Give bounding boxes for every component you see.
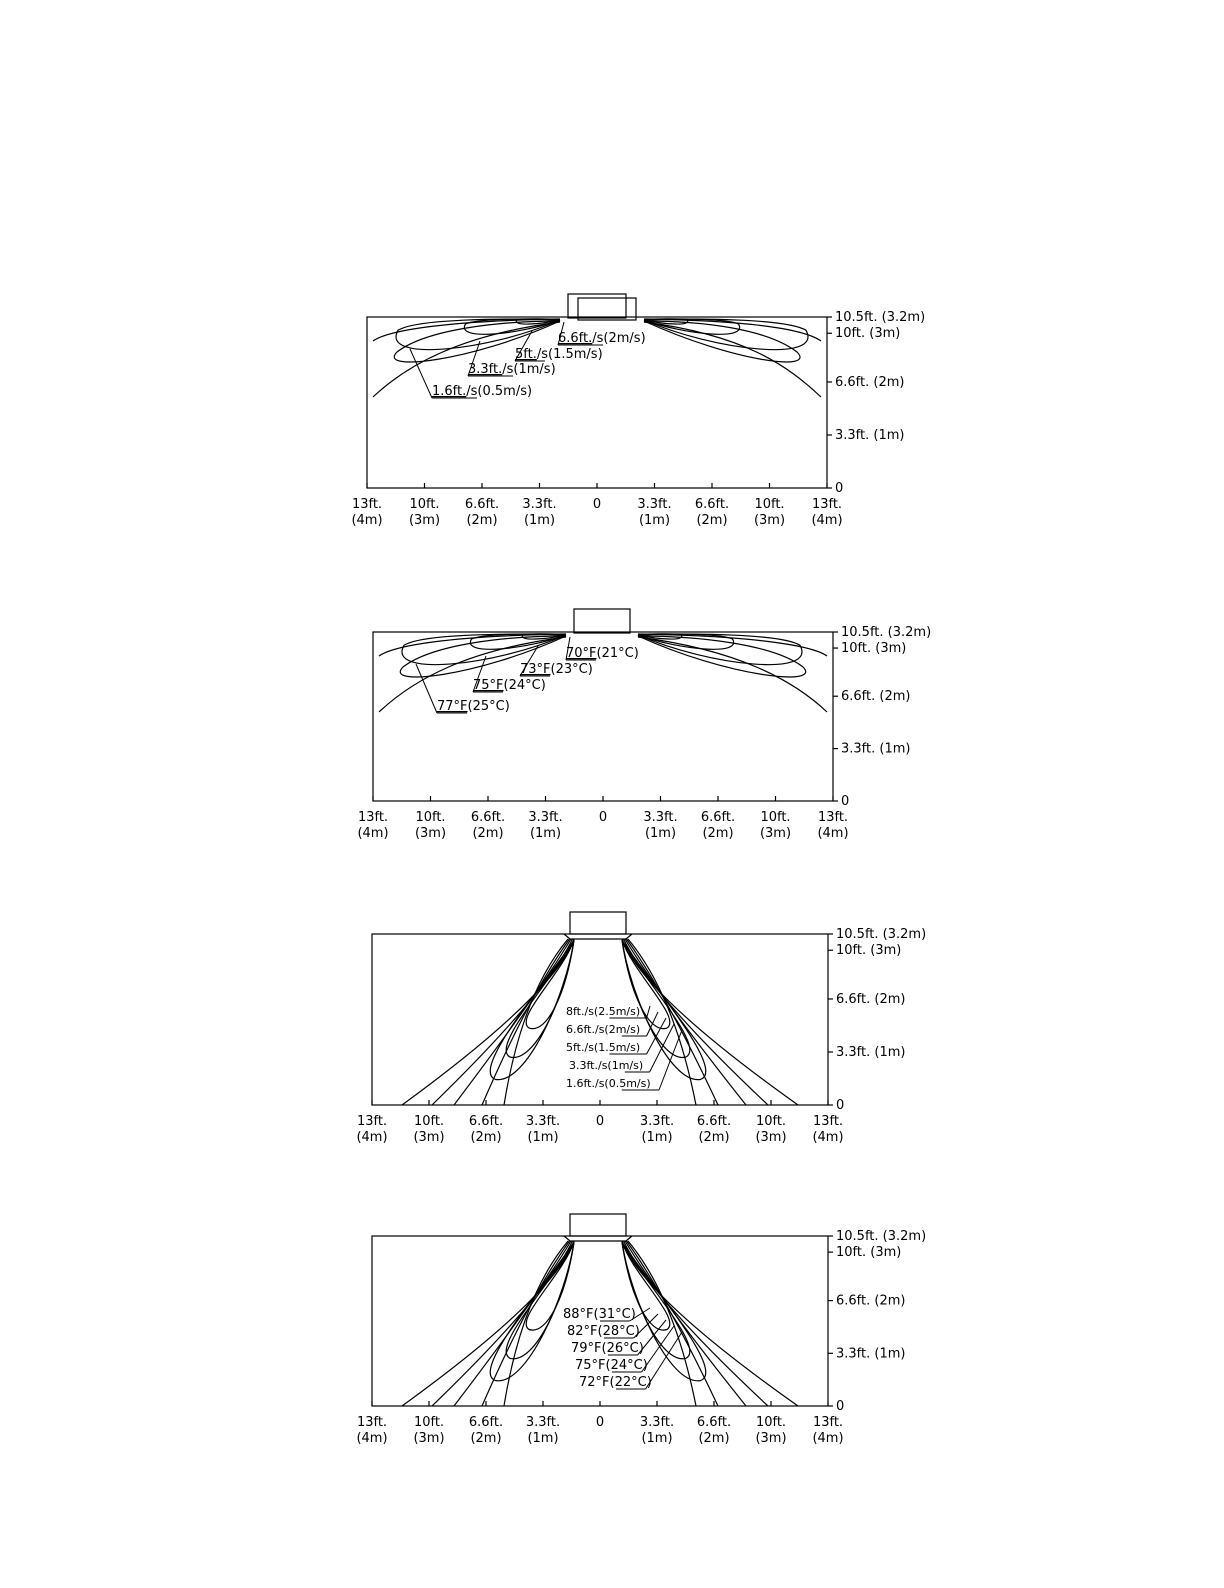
x-tick-label: 3.3ft.: [639, 1114, 675, 1129]
x-tick-sublabel: (1m): [641, 1431, 673, 1446]
x-tick-label: 13ft.: [812, 1415, 844, 1430]
x-tick-sublabel: (3m): [414, 826, 447, 841]
diagram-heating-air-velocity: [356, 912, 926, 1145]
contour-label-underlined: 0.5m/s: [608, 1077, 647, 1090]
x-tick-label: 10ft.: [413, 1415, 445, 1430]
contour-label-underlined: 3.3ft.: [468, 362, 503, 377]
x-tick-sublabel: (3m): [753, 513, 786, 528]
y-tick-label: 0: [836, 1098, 845, 1113]
contour-label-suffix: ): [646, 1375, 652, 1390]
contour-label-suffix: ): [638, 1059, 644, 1072]
contour-label-prefix: 3.3ft./s(: [569, 1059, 612, 1072]
x-tick-sublabel: (2m): [696, 513, 728, 528]
contour-label: [575, 1358, 648, 1373]
x-tick-label: 10ft.: [755, 1415, 787, 1430]
x-tick-label: 0: [598, 810, 608, 825]
contour-label: [515, 347, 603, 362]
x-tick-sublabel: (2m): [702, 826, 734, 841]
x-tick-label: 3.3ft.: [525, 1114, 561, 1129]
x-tick-sublabel: (4m): [812, 1130, 844, 1145]
contour-label-prefix: 88°F(: [563, 1307, 599, 1322]
diffuser-outlet: [564, 934, 632, 939]
contour-label-rest: /s(2m/s): [592, 331, 646, 346]
contour-label: [569, 1059, 643, 1072]
x-tick-sublabel: (4m): [811, 513, 843, 528]
contour-label-underlined: 22°C: [614, 1375, 647, 1390]
contour-label-prefix: 6.6ft./s(: [566, 1023, 609, 1036]
ceiling-unit-body: [574, 609, 630, 633]
contour-label: [567, 1324, 640, 1339]
x-tick-sublabel: (2m): [470, 1130, 502, 1145]
contour-label-prefix: 79°F(: [571, 1341, 607, 1356]
contour-label-suffix: ): [630, 1307, 636, 1322]
x-tick-sublabel: (3m): [759, 826, 792, 841]
contour-label: [579, 1375, 652, 1390]
diagram-heating-temperature: [356, 1214, 926, 1446]
y-tick-label: 10ft. (3m): [835, 326, 901, 342]
contour-label-prefix: 72°F(: [579, 1375, 615, 1390]
contour-label: [558, 331, 646, 346]
contour-label: [566, 1023, 640, 1036]
plume-line-left: [432, 939, 573, 1105]
contour-label: [566, 1005, 640, 1018]
contour-label-suffix: ): [635, 1023, 641, 1036]
x-tick-label: 3.3ft.: [525, 1415, 561, 1430]
y-tick-label: 6.6ft. (2m): [835, 374, 905, 390]
x-tick-sublabel: (2m): [466, 513, 498, 528]
x-tick-label: 6.6ft.: [468, 1415, 504, 1430]
y-tick-label: 0: [841, 794, 850, 809]
x-tick-sublabel: (4m): [356, 1130, 388, 1145]
contour-label-rest: (23°C): [550, 662, 593, 677]
x-tick-label: 3.3ft.: [528, 810, 563, 825]
x-tick-label: 13ft.: [811, 497, 843, 512]
x-tick-sublabel: (2m): [470, 1431, 502, 1446]
y-tick-label: 10.5ft. (3.2m): [841, 625, 932, 640]
contour-label: [468, 362, 556, 377]
diagram-cooling-air-velocity: [351, 294, 925, 528]
y-tick-label: 10.5ft. (3.2m): [836, 927, 927, 942]
x-tick-label: 10ft.: [413, 1114, 445, 1129]
diffuser-outlet: [564, 1236, 632, 1241]
x-tick-label: 0: [592, 497, 602, 512]
x-tick-label: 6.6ft.: [696, 1415, 732, 1430]
x-tick-sublabel: (1m): [529, 826, 562, 841]
y-tick-label: 10ft. (3m): [836, 943, 902, 959]
x-tick-sublabel: (1m): [641, 1130, 673, 1145]
x-tick-label: 10ft.: [415, 810, 446, 825]
x-tick-label: 13ft.: [356, 1114, 388, 1129]
x-tick-sublabel: (3m): [755, 1431, 787, 1446]
ceiling-unit-body: [570, 912, 626, 934]
contour-label: [566, 1041, 640, 1054]
y-tick-label: 3.3ft. (1m): [841, 741, 911, 757]
contour-label-underlined: 24°C: [610, 1358, 643, 1373]
x-tick-label: 6.6ft.: [696, 1114, 732, 1129]
contour-label-suffix: ): [646, 1077, 651, 1090]
leader-line: [416, 664, 437, 713]
ceiling-unit-body: [570, 1214, 626, 1236]
y-tick-label: 3.3ft. (1m): [836, 1346, 906, 1362]
x-tick-sublabel: (4m): [817, 826, 849, 841]
contour-label-underlined: 5ft.: [515, 347, 537, 362]
contour-label: [563, 1307, 636, 1322]
contour-label-suffix: ): [642, 1358, 648, 1373]
leader-line: [647, 1006, 650, 1018]
contour-label-rest: /s(1.5m/s): [536, 347, 603, 362]
x-tick-label: 3.3ft.: [643, 810, 678, 825]
x-tick-sublabel: (4m): [812, 1431, 844, 1446]
x-tick-label: 13ft.: [817, 810, 849, 825]
x-tick-label: 0: [595, 1415, 605, 1430]
contour-label-rest: /s(1m/s): [502, 362, 556, 377]
contour-label-underlined: 70°F: [566, 646, 597, 661]
x-tick-sublabel: (1m): [523, 513, 556, 528]
contour-label-prefix: 5ft./s(: [566, 1041, 599, 1054]
x-tick-label: 10ft.: [409, 497, 440, 512]
contour-label-suffix: ): [635, 1005, 641, 1018]
x-tick-sublabel: (1m): [644, 826, 677, 841]
x-tick-label: 13ft.: [812, 1114, 844, 1129]
x-tick-sublabel: (2m): [698, 1431, 730, 1446]
contour-label-prefix: 75°F(: [575, 1358, 611, 1373]
contour-label: [566, 1077, 651, 1090]
contour-label: [432, 384, 532, 399]
contour-label: [437, 699, 510, 714]
leader-line: [642, 1326, 674, 1372]
contour-label-underlined: 77°F: [437, 699, 468, 714]
contour-label-underlined: 6.6ft.: [558, 331, 593, 346]
x-tick-sublabel: (3m): [408, 513, 441, 528]
x-tick-label: 13ft.: [357, 810, 389, 825]
contour-label-underlined: 75°F: [473, 678, 504, 693]
plume-lobe-left: [506, 940, 574, 1057]
contour-label-suffix: ): [638, 1341, 644, 1356]
contour-label-underlined: 1.5m/s: [598, 1041, 636, 1054]
contour-label-suffix: ): [634, 1324, 640, 1339]
contour-label-underlined: 2.5m/s: [598, 1005, 636, 1018]
x-tick-label: 6.6ft.: [470, 810, 506, 825]
contour-label-rest: (21°C): [596, 646, 639, 661]
contour-label: [473, 678, 546, 693]
contour-label-underlined: 2m/s: [608, 1023, 636, 1036]
y-tick-label: 3.3ft. (1m): [836, 1044, 906, 1060]
ceiling-curve-left: [379, 634, 566, 656]
leader-line: [647, 1018, 666, 1054]
contour-label-prefix: 1.6ft./s(: [566, 1077, 609, 1090]
x-tick-label: 0: [595, 1114, 605, 1129]
x-tick-label: 10ft.: [754, 497, 785, 512]
y-tick-label: 3.3ft. (1m): [835, 427, 905, 443]
y-tick-label: 6.6ft. (2m): [841, 689, 911, 705]
contour-label-prefix: 82°F(: [567, 1324, 603, 1339]
leader-line: [659, 1030, 682, 1090]
contour-label-rest: (24°C): [503, 678, 546, 693]
y-tick-label: 0: [835, 481, 844, 496]
x-tick-label: 3.3ft.: [637, 497, 672, 512]
contour-label-rest: (25°C): [467, 699, 510, 714]
x-tick-sublabel: (3m): [413, 1130, 445, 1145]
plume-line-left: [432, 1241, 573, 1406]
contour-label: [520, 662, 593, 677]
diagram-cooling-temperature: [357, 609, 931, 841]
y-tick-label: 10.5ft. (3.2m): [836, 1229, 927, 1244]
x-tick-sublabel: (3m): [755, 1130, 787, 1145]
x-tick-sublabel: (4m): [356, 1431, 388, 1446]
x-tick-sublabel: (4m): [357, 826, 389, 841]
contour-label-rest: /s(0.5m/s): [466, 384, 533, 399]
x-tick-label: 6.6ft.: [700, 810, 736, 825]
x-tick-label: 3.3ft.: [639, 1415, 675, 1430]
x-tick-label: 10ft.: [755, 1114, 787, 1129]
y-tick-label: 0: [836, 1399, 845, 1414]
contour-label-prefix: 8ft./s(: [566, 1005, 599, 1018]
contour-label: [566, 646, 639, 661]
y-tick-label: 10ft. (3m): [841, 641, 907, 657]
x-tick-label: 6.6ft.: [694, 497, 730, 512]
x-tick-sublabel: (3m): [413, 1431, 445, 1446]
x-tick-sublabel: (1m): [527, 1130, 559, 1145]
y-tick-label: 6.6ft. (2m): [836, 1293, 906, 1309]
contour-label-underlined: 73°F: [520, 662, 551, 677]
x-tick-label: 13ft.: [351, 497, 383, 512]
contour-label-suffix: ): [635, 1041, 641, 1054]
x-tick-label: 13ft.: [356, 1415, 388, 1430]
y-tick-label: 10.5ft. (3.2m): [835, 310, 926, 325]
x-tick-sublabel: (1m): [527, 1431, 559, 1446]
x-tick-sublabel: (1m): [638, 513, 671, 528]
x-tick-sublabel: (2m): [472, 826, 504, 841]
contour-label-underlined: 1m/s: [611, 1059, 639, 1072]
contour-label-underlined: 1.6ft.: [432, 384, 467, 399]
contour-label-underlined: 31°C: [598, 1307, 631, 1322]
x-tick-label: 6.6ft.: [468, 1114, 504, 1129]
contour-label-underlined: 26°C: [606, 1341, 639, 1356]
leader-line: [410, 349, 432, 398]
y-tick-label: 6.6ft. (2m): [836, 991, 906, 1007]
y-tick-label: 10ft. (3m): [836, 1245, 902, 1261]
x-tick-label: 3.3ft.: [522, 497, 557, 512]
contour-label: [571, 1341, 644, 1356]
x-tick-label: 10ft.: [760, 810, 791, 825]
x-tick-label: 6.6ft.: [464, 497, 500, 512]
contour-label-underlined: 28°C: [602, 1324, 635, 1339]
x-tick-sublabel: (2m): [698, 1130, 730, 1145]
x-tick-sublabel: (4m): [351, 513, 383, 528]
ceiling-curve-left: [373, 319, 560, 341]
